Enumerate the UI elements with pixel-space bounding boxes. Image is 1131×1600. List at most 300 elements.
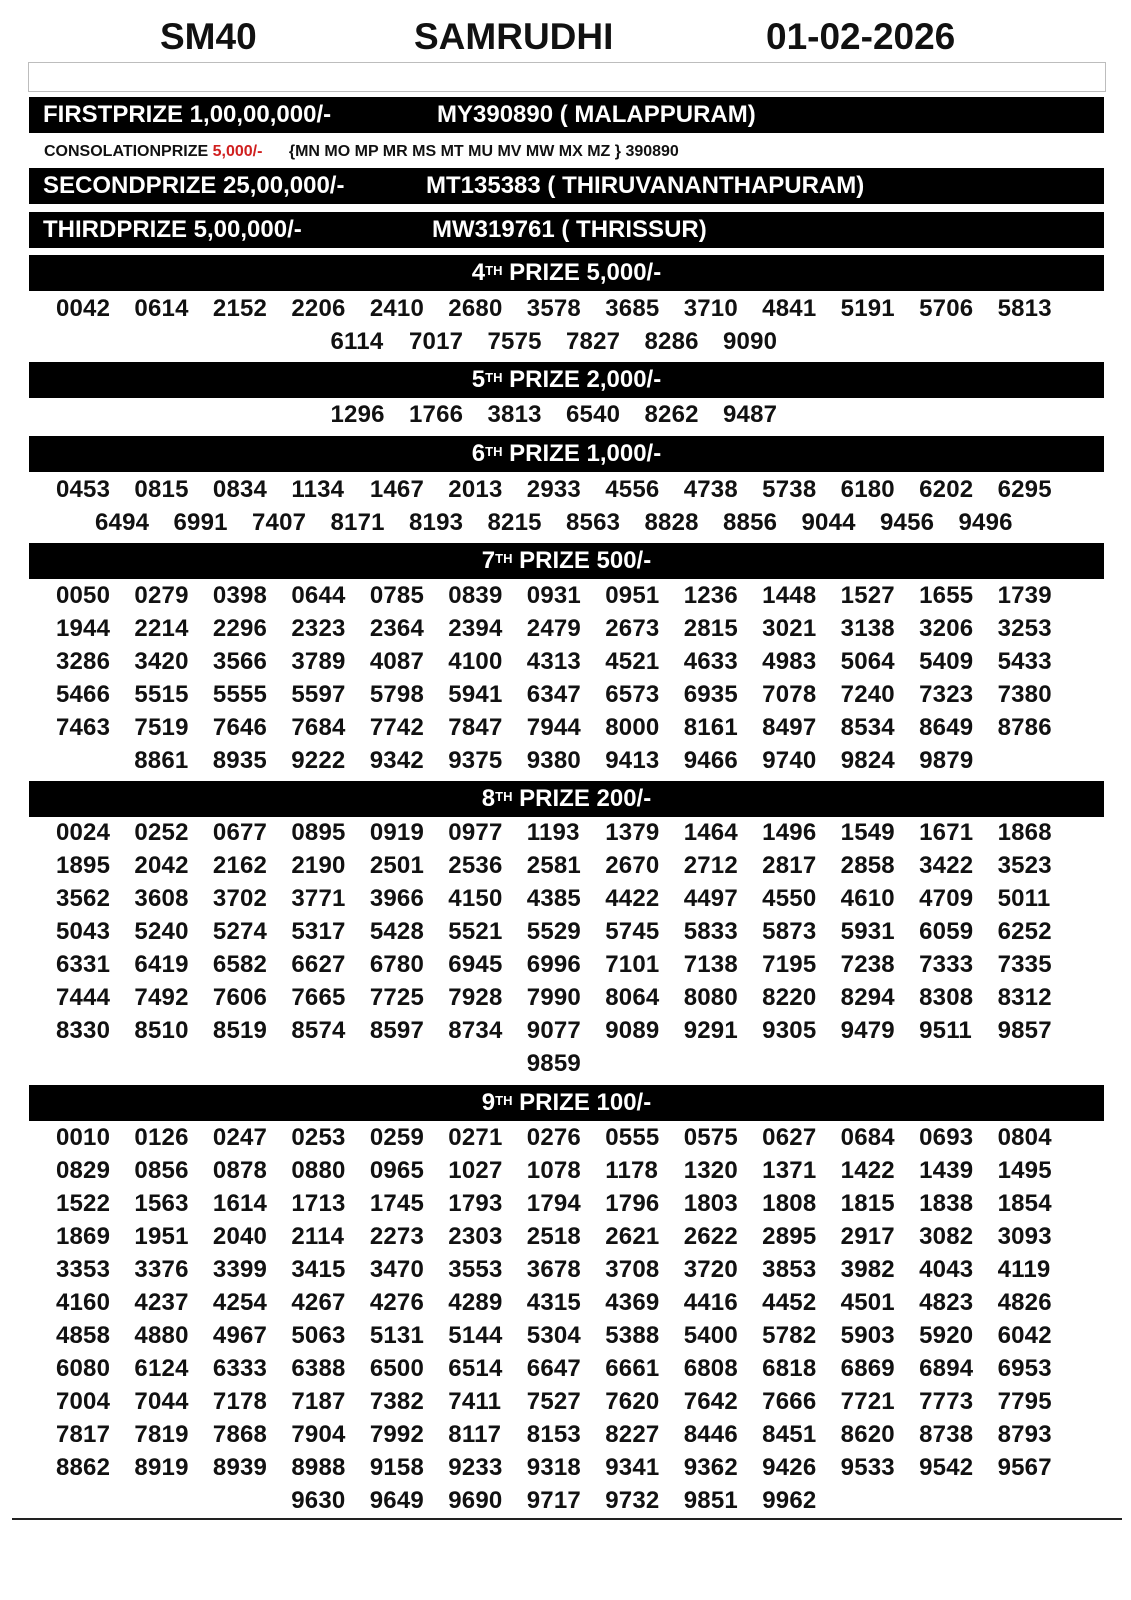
ticket-number: 2622 (683, 1223, 738, 1250)
ticket-number: 6295 (997, 476, 1052, 503)
number-row (56, 325, 1076, 358)
ticket-number: 2479 (526, 615, 581, 642)
ticket-number: 0252 (134, 819, 189, 846)
ticket-number: 7527 (526, 1388, 581, 1415)
ticket-number: 6894 (919, 1355, 974, 1382)
ticket-number: 3708 (605, 1256, 660, 1283)
ticket-number: 2895 (762, 1223, 817, 1250)
ticket-number: 0677 (212, 819, 268, 846)
ticket-number: 7492 (134, 984, 189, 1011)
number-row (56, 1352, 1076, 1385)
ticket-number: 1078 (526, 1157, 581, 1184)
ticket-number: 8308 (919, 984, 974, 1011)
ticket-number: 8939 (212, 1454, 268, 1481)
number-row (56, 744, 1076, 777)
ticket-number: 5064 (840, 648, 895, 675)
first-prize-winner: MY390890 ( MALAPPURAM) (437, 101, 756, 128)
number-row (56, 1385, 1076, 1418)
blank-banner-box (28, 62, 1106, 92)
ticket-number: 3376 (134, 1256, 189, 1283)
ticket-number: 7411 (448, 1388, 502, 1415)
ticket-number: 0259 (369, 1124, 425, 1151)
ticket-number: 7847 (448, 714, 503, 741)
ticket-number: 0785 (369, 582, 425, 609)
ticket-number: 2013 (448, 476, 503, 503)
ticket-number: 3553 (448, 1256, 503, 1283)
number-row (56, 1418, 1076, 1451)
number-row (56, 1286, 1076, 1319)
ticket-number: 0279 (134, 582, 189, 609)
ticket-number: 2040 (212, 1223, 268, 1250)
prize4-ordinal: 4 (471, 259, 486, 286)
ticket-number: 8856 (723, 509, 778, 536)
ticket-number: 9533 (840, 1454, 895, 1481)
ticket-number: 5813 (997, 295, 1052, 322)
ticket-number: 5941 (448, 681, 503, 708)
ticket-number: 4521 (605, 648, 660, 675)
prize8-suffix: TH (495, 789, 513, 804)
ticket-number: 1794 (526, 1190, 581, 1217)
ticket-number: 8193 (409, 509, 464, 536)
ticket-number: 9649 (369, 1487, 424, 1514)
ticket-number: 3813 (487, 401, 542, 428)
ticket-number: 5738 (762, 476, 817, 503)
ticket-number: 4369 (605, 1289, 660, 1316)
number-row (56, 473, 1076, 506)
ticket-number: 8597 (369, 1017, 425, 1044)
ticket-number: 5144 (448, 1322, 503, 1349)
ticket-number: 7017 (409, 328, 464, 355)
ticket-number: 0965 (369, 1157, 425, 1184)
ticket-number: 7665 (291, 984, 346, 1011)
ticket-number: 7642 (683, 1388, 738, 1415)
ticket-number: 5920 (919, 1322, 974, 1349)
ticket-number: 2858 (840, 852, 895, 879)
ticket-number: 6953 (997, 1355, 1052, 1382)
ticket-number: 4497 (683, 885, 738, 912)
ticket-number: 2815 (683, 615, 738, 642)
consolation-amount: 5,000/- (212, 143, 263, 160)
ticket-number: 8312 (997, 984, 1052, 1011)
ticket-number: 1296 (330, 401, 385, 428)
ticket-number: 5706 (919, 295, 974, 322)
ticket-number: 0919 (369, 819, 425, 846)
ticket-number: 0856 (134, 1157, 189, 1184)
ticket-number: 6935 (683, 681, 738, 708)
number-row (56, 849, 1076, 882)
ticket-number: 9456 (880, 509, 935, 536)
ticket-number: 6991 (173, 509, 228, 536)
ticket-number: 9859 (526, 1050, 581, 1077)
third-prize-bar (29, 212, 1104, 248)
ticket-number: 8446 (683, 1421, 738, 1448)
ticket-number: 2621 (605, 1223, 660, 1250)
ticket-number: 2536 (448, 852, 503, 879)
ticket-number: 2114 (291, 1223, 345, 1250)
ticket-number: 6573 (605, 681, 660, 708)
ticket-number: 8919 (134, 1454, 189, 1481)
ticket-number: 9044 (801, 509, 856, 536)
ticket-number: 7742 (369, 714, 425, 741)
ticket-number: 4385 (526, 885, 581, 912)
ticket-number: 9740 (762, 747, 817, 774)
ticket-number: 0453 (55, 476, 111, 503)
ticket-number: 7335 (997, 951, 1052, 978)
ticket-number: 3470 (369, 1256, 425, 1283)
ticket-number: 5388 (605, 1322, 660, 1349)
number-row (56, 1047, 1076, 1080)
ticket-number: 9362 (683, 1454, 738, 1481)
ticket-number: 0951 (605, 582, 660, 609)
ticket-number: 3523 (997, 852, 1052, 879)
ticket-number: 4823 (919, 1289, 974, 1316)
ticket-number: 6388 (291, 1355, 346, 1382)
ticket-number: 7817 (55, 1421, 111, 1448)
ticket-number: 6514 (448, 1355, 503, 1382)
ticket-number: 7944 (526, 714, 581, 741)
ticket-number: 6494 (95, 509, 150, 536)
ticket-number: 4610 (840, 885, 895, 912)
ticket-number: 5597 (291, 681, 346, 708)
ticket-number: 5745 (605, 918, 660, 945)
number-row (56, 678, 1076, 711)
ticket-number: 1527 (840, 582, 895, 609)
ticket-number: 5782 (762, 1322, 817, 1349)
ticket-number: 9630 (291, 1487, 346, 1514)
ticket-number: 6540 (566, 401, 621, 428)
ticket-number: 2933 (526, 476, 581, 503)
ticket-number: 1895 (55, 852, 111, 879)
ticket-number: 9222 (291, 747, 346, 774)
ticket-number: 1655 (919, 582, 974, 609)
ticket-number: 2042 (134, 852, 189, 879)
prize4-suffix: TH (485, 263, 503, 278)
ticket-number: 4087 (369, 648, 425, 675)
ticket-number: 8510 (134, 1017, 189, 1044)
ticket-number: 3678 (526, 1256, 581, 1283)
ticket-number: 1236 (683, 582, 738, 609)
result-header (0, 14, 1131, 60)
ticket-number: 8000 (605, 714, 660, 741)
ticket-number: 9341 (605, 1454, 660, 1481)
prize4-header (29, 255, 1104, 291)
ticket-number: 4160 (55, 1289, 111, 1316)
consolation-series: {MN MO MP MR MS MT MU MV MW MX MZ } 390890 (288, 143, 679, 160)
ticket-number: 1496 (762, 819, 817, 846)
ticket-number: 5466 (55, 681, 111, 708)
ticket-number: 3021 (762, 615, 817, 642)
prize7-suffix: TH (495, 551, 513, 566)
ticket-number: 8861 (134, 747, 189, 774)
ticket-number: 7666 (762, 1388, 817, 1415)
ticket-number: 1614 (212, 1190, 268, 1217)
ticket-number: 4043 (919, 1256, 974, 1283)
ticket-number: 4237 (134, 1289, 189, 1316)
ticket-number: 4880 (134, 1322, 189, 1349)
ticket-number: 7620 (605, 1388, 660, 1415)
ticket-number: 8220 (762, 984, 817, 1011)
ticket-number: 7463 (55, 714, 111, 741)
ticket-number: 3138 (840, 615, 895, 642)
ticket-number: 6869 (840, 1355, 895, 1382)
ticket-number: 8519 (212, 1017, 268, 1044)
ticket-number: 6331 (55, 951, 111, 978)
second-prize-label: SECONDPRIZE 25,00,000/- (43, 172, 345, 199)
ticket-number: 7380 (997, 681, 1052, 708)
ticket-number: 7990 (526, 984, 581, 1011)
ticket-number: 2323 (291, 615, 346, 642)
ticket-number: 3771 (291, 885, 346, 912)
ticket-number: 3566 (212, 648, 268, 675)
ticket-number: 4633 (683, 648, 738, 675)
ticket-number: 1495 (997, 1157, 1052, 1184)
ticket-number: 1422 (840, 1157, 895, 1184)
ticket-number: 8064 (605, 984, 660, 1011)
ticket-number: 6042 (997, 1322, 1052, 1349)
ticket-number: 8828 (644, 509, 699, 536)
ticket-number: 4983 (762, 648, 817, 675)
ticket-number: 8215 (487, 509, 542, 536)
ticket-number: 3399 (212, 1256, 268, 1283)
ticket-number: 5529 (526, 918, 581, 945)
ticket-number: 6661 (605, 1355, 660, 1382)
ticket-number: 1464 (683, 819, 738, 846)
ticket-number: 9962 (762, 1487, 817, 1514)
ticket-number: 0253 (291, 1124, 346, 1151)
ticket-number: 0247 (212, 1124, 268, 1151)
prize8-header (29, 781, 1104, 817)
ticket-number: 2670 (605, 852, 660, 879)
ticket-number: 3353 (55, 1256, 111, 1283)
ticket-number: 1134 (291, 476, 345, 503)
ticket-number: 5063 (291, 1322, 346, 1349)
ticket-number: 4858 (55, 1322, 111, 1349)
ticket-number: 1944 (55, 615, 111, 642)
number-row (56, 1319, 1076, 1352)
ticket-number: 2273 (369, 1223, 425, 1250)
ticket-number: 7606 (212, 984, 268, 1011)
ticket-number: 4422 (605, 885, 660, 912)
ticket-number: 7646 (212, 714, 268, 741)
prize9-header (29, 1085, 1104, 1121)
ticket-number: 8620 (840, 1421, 895, 1448)
ticket-number: 2364 (369, 615, 425, 642)
lottery-name: SAMRUDHI (414, 16, 614, 57)
prize7-header (29, 543, 1104, 579)
ticket-number: 6347 (526, 681, 581, 708)
prize8-title: PRIZE 200/- (519, 785, 652, 812)
ticket-number: 4738 (683, 476, 738, 503)
ticket-number: 1854 (997, 1190, 1052, 1217)
ticket-number: 1193 (526, 819, 580, 846)
ticket-number: 0126 (134, 1124, 189, 1151)
ticket-number: 2917 (840, 1223, 895, 1250)
number-row (56, 1121, 1076, 1154)
ticket-number: 1739 (997, 582, 1052, 609)
ticket-number: 7178 (212, 1388, 268, 1415)
ticket-number: 7078 (762, 681, 817, 708)
third-prize-label: THIRDPRIZE 5,00,000/- (43, 216, 302, 243)
ticket-number: 3253 (997, 615, 1052, 642)
ticket-number: 3685 (605, 295, 660, 322)
number-row (56, 1187, 1076, 1220)
ticket-number: 7004 (55, 1388, 111, 1415)
prize9-numbers (56, 1121, 1076, 1517)
prize5-numbers (56, 398, 1076, 431)
ticket-number: 2518 (526, 1223, 581, 1250)
ticket-number: 2680 (448, 295, 503, 322)
ticket-number: 2214 (134, 615, 189, 642)
ticket-number: 3789 (291, 648, 346, 675)
ticket-number: 1838 (919, 1190, 974, 1217)
ticket-number: 6059 (919, 918, 974, 945)
ticket-number: 9233 (448, 1454, 503, 1481)
ticket-number: 7519 (134, 714, 189, 741)
ticket-number: 4826 (997, 1289, 1052, 1316)
ticket-number: 4550 (762, 885, 817, 912)
ticket-number: 6818 (762, 1355, 817, 1382)
ticket-number: 4276 (369, 1289, 425, 1316)
ticket-number: 1448 (762, 582, 817, 609)
ticket-number: 8563 (566, 509, 621, 536)
ticket-number: 0644 (291, 582, 346, 609)
ticket-number: 0839 (448, 582, 503, 609)
ticket-number: 9291 (683, 1017, 738, 1044)
ticket-number: 4967 (212, 1322, 268, 1349)
ticket-number: 5131 (369, 1322, 425, 1349)
ticket-number: 4313 (526, 648, 581, 675)
ticket-number: 0627 (762, 1124, 817, 1151)
ticket-number: 1815 (840, 1190, 895, 1217)
ticket-number: 6500 (369, 1355, 425, 1382)
ticket-number: 8117 (448, 1421, 502, 1448)
ticket-number: 9479 (840, 1017, 895, 1044)
ticket-number: 7382 (369, 1388, 425, 1415)
ticket-number: 7795 (997, 1388, 1052, 1415)
ticket-number: 2410 (369, 295, 425, 322)
ticket-number: 7238 (840, 951, 895, 978)
ticket-number: 0829 (55, 1157, 111, 1184)
number-row (56, 1484, 1076, 1517)
prize7-numbers (56, 579, 1076, 777)
ticket-number: 6647 (526, 1355, 581, 1382)
ticket-number: 9879 (919, 747, 974, 774)
ticket-number: 5833 (683, 918, 738, 945)
ticket-number: 1467 (369, 476, 425, 503)
ticket-number: 5873 (762, 918, 817, 945)
ticket-number: 1320 (683, 1157, 738, 1184)
ticket-number: 7721 (840, 1388, 895, 1415)
prize7-title: PRIZE 500/- (519, 547, 652, 574)
ticket-number: 7444 (55, 984, 111, 1011)
ticket-number: 1868 (997, 819, 1052, 846)
ticket-number: 8738 (919, 1421, 974, 1448)
ticket-number: 8786 (997, 714, 1052, 741)
ticket-number: 5931 (840, 918, 895, 945)
prize4-title: PRIZE 5,000/- (509, 259, 662, 286)
ticket-number: 9857 (997, 1017, 1052, 1044)
second-prize-bar (29, 168, 1104, 204)
prize5-header (29, 362, 1104, 398)
ticket-number: 9413 (605, 747, 660, 774)
number-row (56, 1014, 1076, 1047)
ticket-number: 8649 (919, 714, 974, 741)
ticket-number: 2501 (369, 852, 425, 879)
prize9-title: PRIZE 100/- (519, 1089, 652, 1116)
ticket-number: 4841 (762, 295, 817, 322)
ticket-number: 2206 (291, 295, 346, 322)
ticket-number: 8171 (330, 509, 385, 536)
ticket-number: 6996 (526, 951, 581, 978)
number-row (56, 579, 1076, 612)
ticket-number: 1766 (409, 401, 464, 428)
ticket-number: 3415 (291, 1256, 346, 1283)
ticket-number: 4119 (997, 1256, 1051, 1283)
ticket-number: 5274 (212, 918, 268, 945)
ticket-number: 0931 (526, 582, 581, 609)
ticket-number: 6202 (919, 476, 974, 503)
number-row (56, 816, 1076, 849)
number-row (56, 1451, 1076, 1484)
prize6-header (29, 436, 1104, 472)
ticket-number: 9542 (919, 1454, 974, 1481)
ticket-number: 7187 (291, 1388, 346, 1415)
ticket-number: 4289 (448, 1289, 503, 1316)
consolation-prize-line (44, 141, 679, 163)
ticket-number: 8793 (997, 1421, 1052, 1448)
ticket-number: 0555 (605, 1124, 660, 1151)
ticket-number: 1178 (605, 1157, 659, 1184)
prize7-ordinal: 7 (481, 547, 496, 574)
ticket-number: 1713 (291, 1190, 346, 1217)
ticket-number: 1439 (919, 1157, 974, 1184)
ticket-number: 5903 (840, 1322, 895, 1349)
ticket-number: 8988 (291, 1454, 346, 1481)
ticket-number: 4100 (448, 648, 503, 675)
ticket-number: 0042 (55, 295, 111, 322)
ticket-number: 7101 (605, 951, 660, 978)
ticket-number: 3982 (840, 1256, 895, 1283)
ticket-number: 0575 (683, 1124, 738, 1151)
ticket-number: 0880 (291, 1157, 346, 1184)
number-row (56, 1220, 1076, 1253)
ticket-number: 3420 (134, 648, 189, 675)
number-row (56, 1253, 1076, 1286)
ticket-number: 3608 (134, 885, 189, 912)
number-row (56, 882, 1076, 915)
draw-code: SM40 (160, 16, 257, 57)
ticket-number: 9824 (840, 747, 895, 774)
ticket-number: 7407 (252, 509, 307, 536)
ticket-number: 8227 (605, 1421, 660, 1448)
ticket-number: 7333 (919, 951, 974, 978)
prize5-suffix: TH (485, 370, 503, 385)
ticket-number: 7773 (919, 1388, 974, 1415)
ticket-number: 4416 (683, 1289, 738, 1316)
third-prize-winner: MW319761 ( THRISSUR) (432, 216, 707, 243)
ticket-number: 0804 (997, 1124, 1052, 1151)
first-prize-label: FIRSTPRIZE 1,00,00,000/- (43, 101, 332, 128)
ticket-number: 3562 (55, 885, 111, 912)
ticket-number: 5798 (369, 681, 425, 708)
ticket-number: 0010 (55, 1124, 111, 1151)
ticket-number: 2394 (448, 615, 503, 642)
ticket-number: 5400 (683, 1322, 738, 1349)
ticket-number: 1549 (840, 819, 895, 846)
ticket-number: 9567 (997, 1454, 1052, 1481)
ticket-number: 2162 (212, 852, 268, 879)
ticket-number: 4452 (762, 1289, 817, 1316)
